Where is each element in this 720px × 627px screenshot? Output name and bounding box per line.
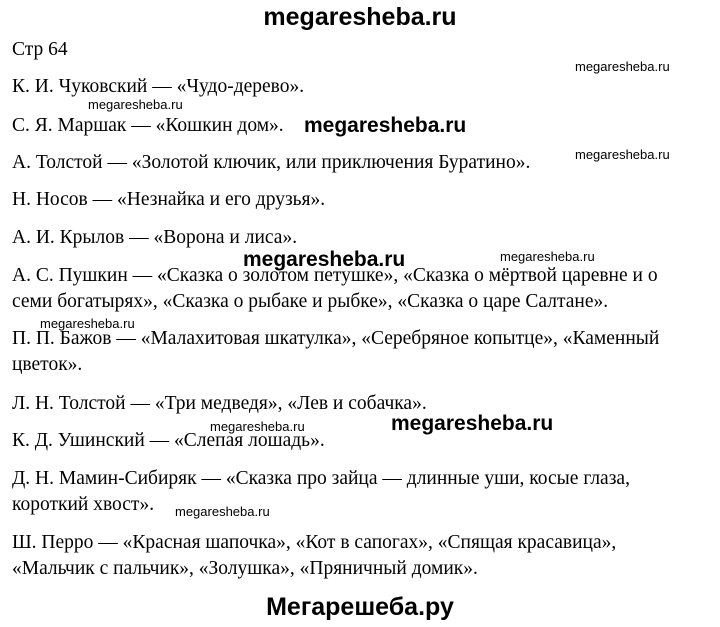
text-line-14: Ш. Перро — «Красная шапочка», «Кот в сапогах», «Спящая красавица», <box>12 532 617 553</box>
text-line-15: «Мальчик с пальчик», «Золушка», «Пряничный домик». <box>12 558 478 579</box>
page-label: Стр 64 <box>12 39 68 60</box>
text-line-13: короткий хвост». <box>12 494 155 515</box>
watermark-big: megaresheba.ru <box>304 114 467 137</box>
watermark-small: megaresheba.ru <box>175 504 270 519</box>
text-line-11: К. Д. Ушинский — «Слепая лошадь». <box>12 430 325 451</box>
header-site-title: megaresheba.ru <box>263 3 457 31</box>
watermark-big: megaresheba.ru <box>243 248 406 271</box>
text-line-12: Д. Н. Мамин-Сибиряк — «Сказка про зайца — длинные уши, косые глаза, <box>12 468 630 489</box>
text-line-3: А. Толстой — «Золотой ключик, или приключения Буратино». <box>12 152 531 173</box>
watermark-small: megaresheba.ru <box>575 59 670 74</box>
text-line-9: цветок». <box>12 354 83 375</box>
watermark-big: megaresheba.ru <box>391 412 554 435</box>
text-line-7: семи богатырях», «Сказка о рыбаке и рыбке», «Сказка о царе Салтане». <box>12 291 609 312</box>
text-line-10: Л. Н. Толстой — «Три медведя», «Лев и собачка». <box>12 393 427 414</box>
text-line-8: П. П. Бажов — «Малахитовая шкатулка», «Серебряное копытце», «Каменный <box>12 328 660 349</box>
text-line-2: С. Я. Маршак — «Кошкин дом». <box>12 115 284 136</box>
text-line-5: А. И. Крылов — «Ворона и лиса». <box>12 227 298 248</box>
footer-site-title: Мегарешеба.ру <box>266 593 454 621</box>
text-line-1: К. И. Чуковский — «Чудо-дерево». <box>12 76 305 97</box>
watermark-small: megaresheba.ru <box>210 419 305 434</box>
watermark-small: megaresheba.ru <box>575 147 670 162</box>
text-line-6: А. С. Пушкин — «Сказка о золотом петушке», «Сказка о мёртвой царевне и о <box>12 265 658 286</box>
watermark-small: megaresheba.ru <box>40 316 135 331</box>
watermark-small: megaresheba.ru <box>500 249 595 264</box>
text-line-4: Н. Носов — «Незнайка и его друзья». <box>12 189 326 210</box>
watermark-small: megaresheba.ru <box>88 97 183 112</box>
